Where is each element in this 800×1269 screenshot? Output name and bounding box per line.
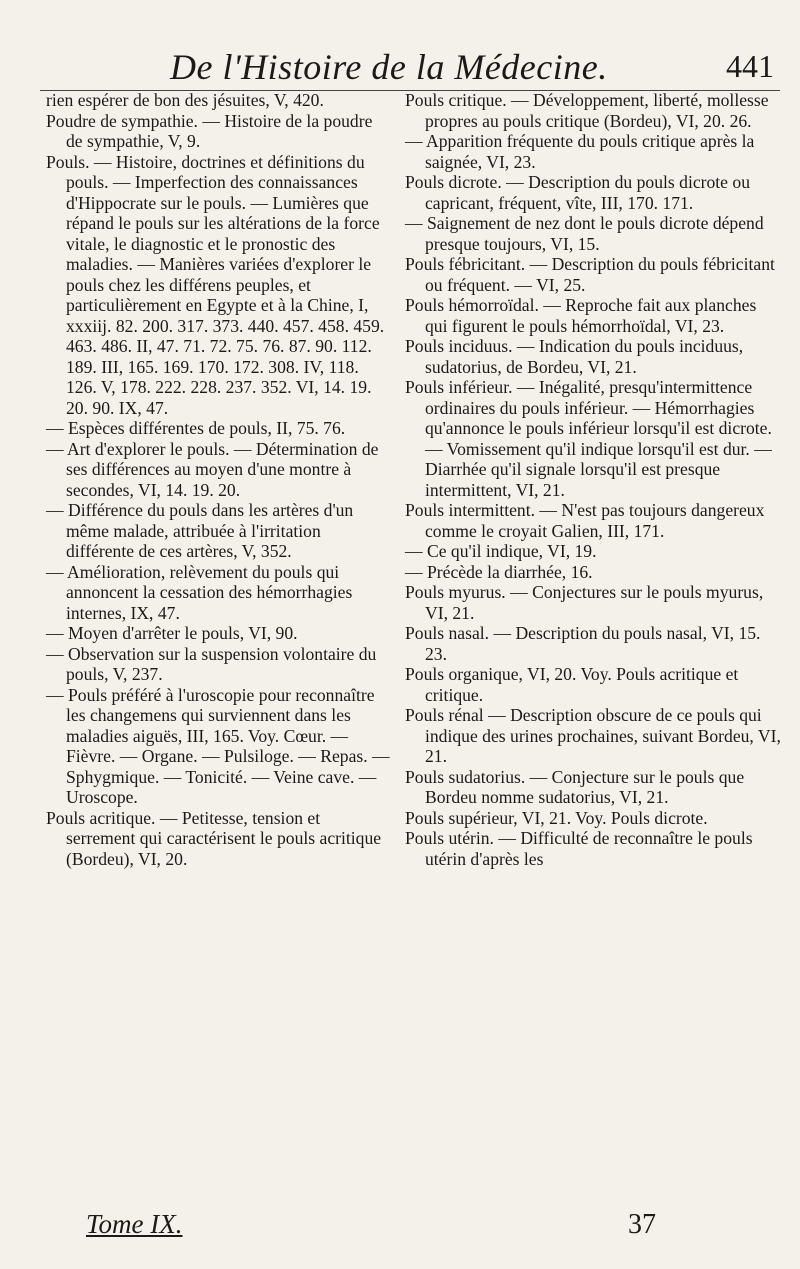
index-entry: — Amélioration, relèvement du pouls qui annoncent la cessation des hémorrhagies internes, IX, 47.: [46, 561, 353, 623]
index-entry: Poudre de sympathie. — Histoire de la poudre de sympathie, V, 9.: [46, 110, 373, 151]
index-entry: Pouls myurus. — Conjectures sur le pouls myurus, VI, 21.: [405, 582, 764, 623]
index-entry: — Saignement de nez dont le pouls dicrote dépend presque toujours, VI, 15.: [405, 213, 764, 254]
index-entry: — Espèces différentes de pouls, II, 75. 76.: [46, 418, 346, 438]
index-entry: Pouls acritique. — Petitesse, tension et serrement qui caractérisent le pouls acritique (Bordeu), VI, 20.: [46, 807, 382, 869]
index-entry: — Précède la diarrhée, 16.: [405, 561, 593, 582]
index-entry: Pouls dicrote. — Description du pouls dicrote ou capricant, fréquent, vîte, III, 170. 171.: [405, 172, 750, 213]
index-entry: — Moyen d'arrêter le pouls, VI, 90.: [46, 623, 298, 643]
index-entry: Pouls intermittent. — N'est pas toujours dangereux comme le croyait Galien, III, 171.: [405, 500, 765, 541]
index-entry: — Pouls préféré à l'uroscopie pour reconnaître les changemens qui surviennent dans les maladies aiguës, III, 165. Voy. Cœur. — Fièvre. — Organe. — Pulsiloge. — Repas. — Sphygmique. — Tonicité. — Veine cave. — Uroscope.: [46, 684, 390, 807]
page-number: 441: [726, 48, 774, 84]
index-entry: Pouls inférieur. — Inégalité, presqu'intermittence ordinaires du pouls inférieur. — Hémorrhagies qu'annonce le pouls inférieur lorsqu'il est dicrote. — Vomissement qu'il indique lorsqu'il est dur. — Diarrhée qu'il signale lorsqu'il est presque intermittent, VI, 21.: [405, 377, 772, 500]
index-entry: Pouls utérin. — Difficulté de reconnaître le pouls utérin d'après les: [405, 828, 753, 869]
index-entry: Pouls nasal. — Description du pouls nasal, VI, 15. 23.: [405, 623, 761, 664]
index-entry: Pouls organique, VI, 20. Voy. Pouls acritique et critique.: [405, 664, 739, 705]
index-entry: — Ce qu'il indique, VI, 19.: [405, 541, 597, 561]
index-entry: Pouls supérieur, VI, 21. Voy. Pouls dicrote.: [405, 807, 708, 828]
page-footer: [0, 1205, 800, 1245]
running-title: De l'Histoire de la Médecine.: [170, 47, 608, 87]
index-entry: — Apparition fréquente du pouls critique après la saignée, VI, 23.: [405, 131, 755, 172]
volume-label: Tome IX.: [86, 1209, 183, 1239]
signature-mark: 37: [628, 1209, 656, 1240]
index-entry: Pouls fébricitant. — Description du pouls fébricitant ou fréquent. — VI, 25.: [405, 254, 775, 295]
index-entry: Pouls critique. — Développement, liberté, mollesse propres au pouls critique (Bordeu), VI, 20. 26.: [405, 90, 769, 131]
index-entry: Pouls inciduus. — Indication du pouls inciduus, sudatorius, de Bordeu, VI, 21.: [405, 336, 744, 377]
index-entry: — Art d'explorer le pouls. — Détermination de ses différences au moyen d'une montre à secondes, VI, 14. 19. 20.: [46, 438, 379, 500]
index-entry: — Observation sur la suspension volontaire du pouls, V, 237.: [46, 643, 377, 684]
index-entry: Pouls. — Histoire, doctrines et définitions du pouls. — Imperfection des connaissances d'Hippocrate sur le pouls. — Lumières que répand le pouls sur les altérations de la force vitale, le diagnostic et le pronostic des maladies. — Manières variées d'explorer le pouls chez les différens peuples, et particulièrement en Egypte et à la Chine, I, xxxiij. 82. 200. 317. 373. 440. 457. 458. 459. 463. 486. II, 47. 71. 72. 75. 76. 87. 90. 112. 189. III, 165. 169. 170. 172. 308. IV, 118. 126. V, 178. 222. 228. 237. 352. VI, 14. 19. 20. 90. IX, 47.: [46, 151, 385, 418]
left-column: [46, 90, 392, 869]
right-column: [405, 90, 781, 869]
index-entry: — Différence du pouls dans les artères d'un même malade, attribuée à l'irritation différente de ces artères, V, 352.: [46, 500, 354, 561]
index-entry: rien espérer de bon des jésuites, V, 420.: [46, 90, 324, 110]
index-entry: Pouls hémorroïdal. — Reproche fait aux planches qui figurent le pouls hémorrhoïdal, VI, 23.: [405, 295, 757, 336]
index-entry: Pouls sudatorius. — Conjecture sur le pouls que Bordeu nomme sudatorius, VI, 21.: [405, 766, 745, 807]
running-header: [40, 44, 780, 91]
index-entry: Pouls rénal — Description obscure de ce pouls qui indique des urines prochaines, suivant Bordeu, VI, 21.: [405, 705, 781, 766]
